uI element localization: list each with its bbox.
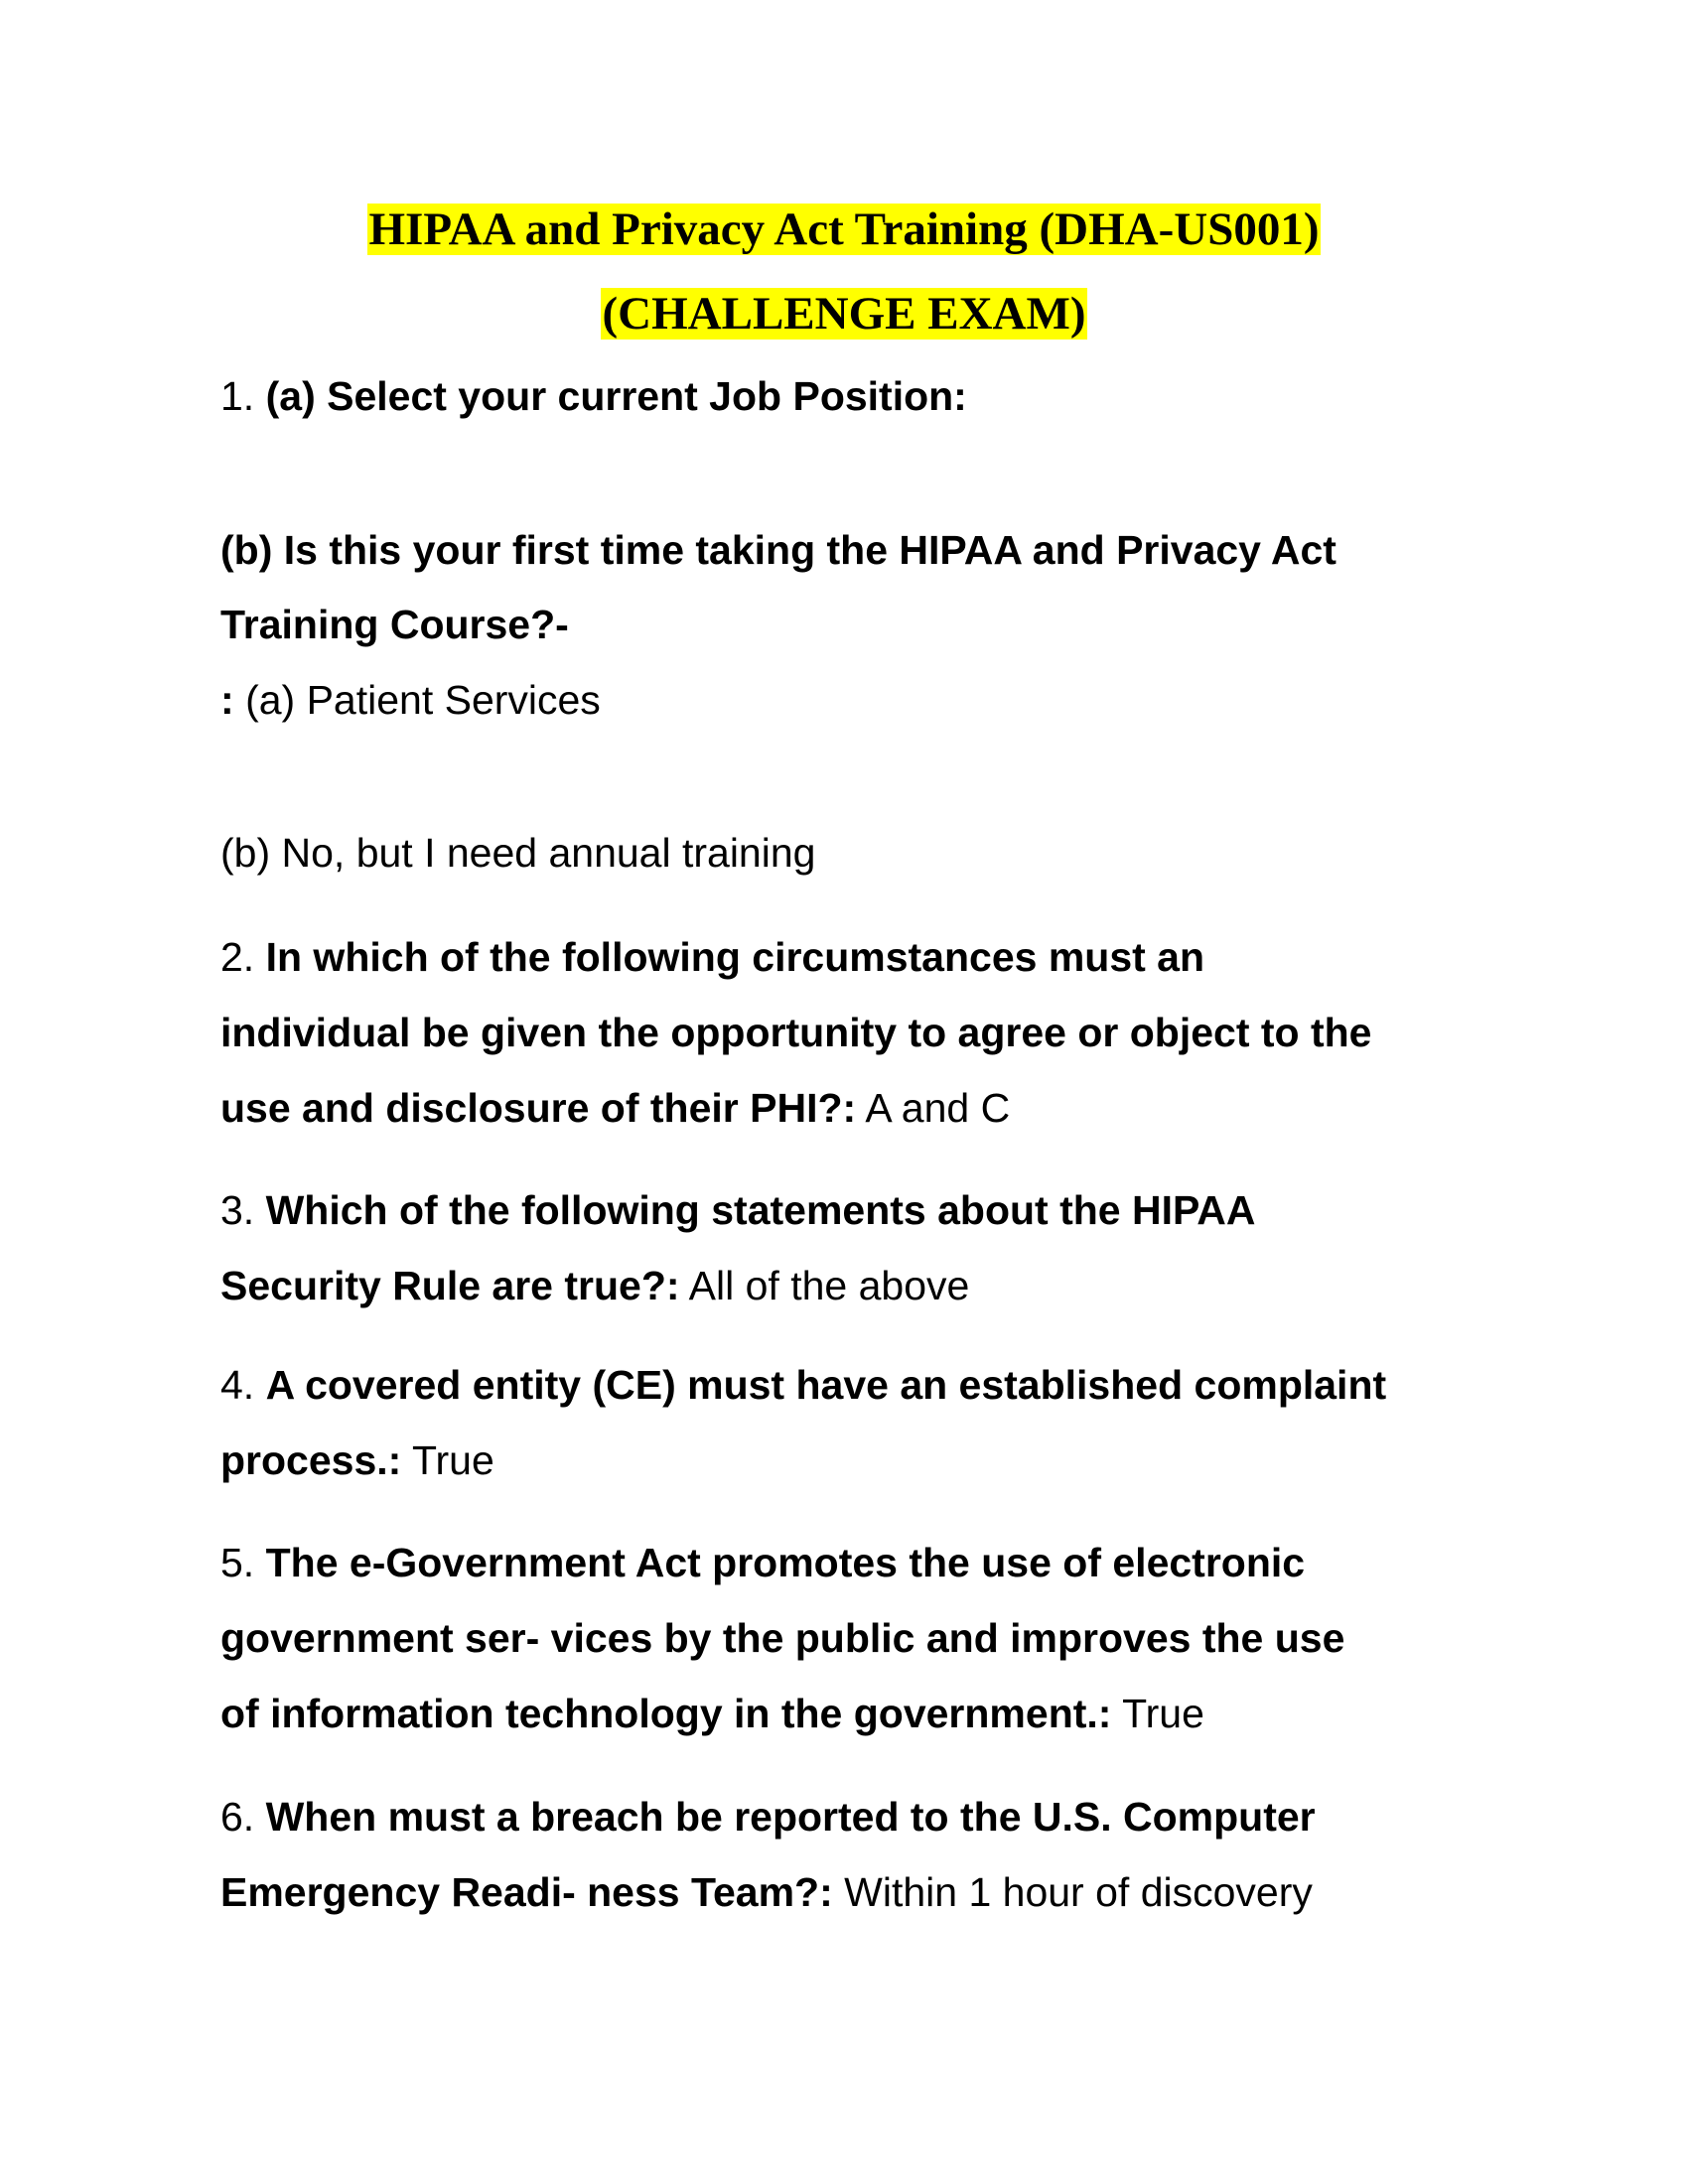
q2-line1 — [220, 932, 1204, 982]
title-highlight-1: HIPAA and Privacy Act Training (DHA-US001) — [368, 204, 1320, 255]
q6-line2 — [220, 1867, 1313, 1917]
q5-number: 5. — [220, 1540, 255, 1585]
q5-text-1: The e-Government Act promotes the use of electronic — [265, 1540, 1306, 1585]
q2-text-1: In which of the following circumstances must an — [265, 934, 1205, 980]
title-highlight-2: (CHALLENGE EXAM) — [602, 288, 1086, 340]
q5-line3 — [220, 1689, 1204, 1738]
title-line-1 — [0, 202, 1688, 257]
q6-answer: Within 1 hour of discovery — [844, 1869, 1313, 1915]
q1-answer-marker: : — [220, 677, 234, 723]
q4-line2 — [220, 1435, 494, 1485]
q1-a-answer: (a) Patient Services — [245, 677, 601, 723]
q1-a-prompt: (a) Select your current Job Position: — [265, 373, 967, 419]
q3-text-1: Which of the following statements about the HIPAA — [265, 1187, 1256, 1233]
q1-number: 1. — [220, 373, 255, 419]
q1-prompt-a — [220, 371, 967, 421]
q6-text-1: When must a breach be reported to the U.S. Computer — [265, 1794, 1316, 1840]
q5-line1 — [220, 1538, 1305, 1587]
q1-answer-a — [220, 675, 601, 725]
q3-text-2: Security Rule are true?: — [220, 1263, 680, 1308]
q6-number: 6. — [220, 1794, 255, 1840]
q3-answer: All of the above — [688, 1263, 970, 1308]
q4-text-1: A covered entity (CE) must have an established complaint — [265, 1362, 1387, 1408]
q2-answer: A and C — [865, 1085, 1011, 1131]
q5-answer: True — [1122, 1691, 1204, 1736]
q2-text-3: use and disclosure of their PHI?: — [220, 1085, 857, 1131]
q4-answer: True — [411, 1437, 494, 1483]
q1-answer-b: (b) No, but I need annual training — [220, 830, 816, 876]
q1-prompt-b-line1: (b) Is this your first time taking the HIPAA and Privacy Act — [220, 527, 1336, 573]
q1-prompt-b-line2: Training Course?- — [220, 602, 569, 647]
q6-line1 — [220, 1792, 1316, 1842]
q2-number: 2. — [220, 934, 255, 980]
q5-text-3: of information technology in the government.: — [220, 1691, 1112, 1736]
q3-line1 — [220, 1185, 1256, 1235]
title-line-2 — [0, 286, 1688, 341]
q3-line2 — [220, 1261, 969, 1310]
q4-text-2: process.: — [220, 1437, 402, 1483]
q6-text-2: Emergency Readi- ness Team?: — [220, 1869, 833, 1915]
q4-line1 — [220, 1360, 1386, 1410]
q2-line2: individual be given the opportunity to agree or object to the — [220, 1010, 1372, 1055]
q3-number: 3. — [220, 1187, 255, 1233]
q4-number: 4. — [220, 1362, 255, 1408]
q5-line2: government ser- vices by the public and improves the use — [220, 1615, 1345, 1661]
q2-line3 — [220, 1083, 1010, 1133]
